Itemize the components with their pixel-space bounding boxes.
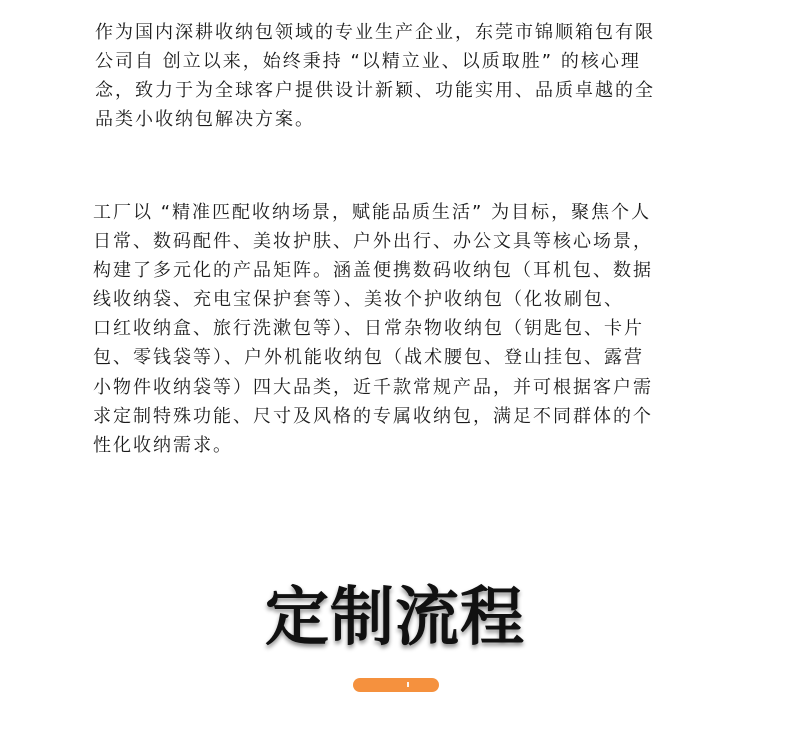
factory-line-4: 线收纳袋、充电宝保护套等）、美妆个护收纳包（化妆刷包、 [93, 289, 624, 311]
factory-line-1: 工厂以 “精准匹配收纳场景，赋能品质生活” 为目标，聚焦个人 [93, 202, 652, 223]
factory-line-6: 包、零钱袋等）、户外机能收纳包（战术腰包、登山挂包、露营 [93, 347, 644, 369]
intro-line-2: 公司自 创立以来，始终秉持 “以精立业、以质取胜” 的核心理 [95, 51, 641, 72]
section-title-underline [353, 678, 439, 692]
intro-paragraph [95, 18, 655, 134]
factory-line-5: 口红收纳盒、旅行洗漱包等）、日常杂物收纳包（钥匙包、卡片 [93, 318, 644, 340]
factory-line-2: 日常、数码配件、美妆护肤、户外出行、办公文具等核心场景， [93, 231, 653, 253]
factory-paragraph [93, 198, 653, 460]
section-title: 定制流程 [265, 581, 525, 655]
factory-line-3: 构建了多元化的产品矩阵。涵盖便携数码收纳包（耳机包、数据 [93, 260, 653, 282]
intro-line-3: 念，致力于为全球客户提供设计新颖、功能实用、品质卓越的全 [95, 80, 655, 101]
factory-line-8: 求定制特殊功能、尺寸及风格的专属收纳包，满足不同群体的个 [93, 405, 653, 427]
intro-line-4: 品类小收纳包解决方案。 [95, 109, 315, 130]
factory-line-9: 性化收纳需求。 [93, 434, 233, 456]
intro-line-1: 作为国内深耕收纳包领域的专业生产企业，东莞市锦顺箱包有限 [95, 22, 655, 43]
factory-line-7: 小物件收纳袋等）四大品类，近千款常规产品，并可根据客户需 [93, 376, 653, 398]
